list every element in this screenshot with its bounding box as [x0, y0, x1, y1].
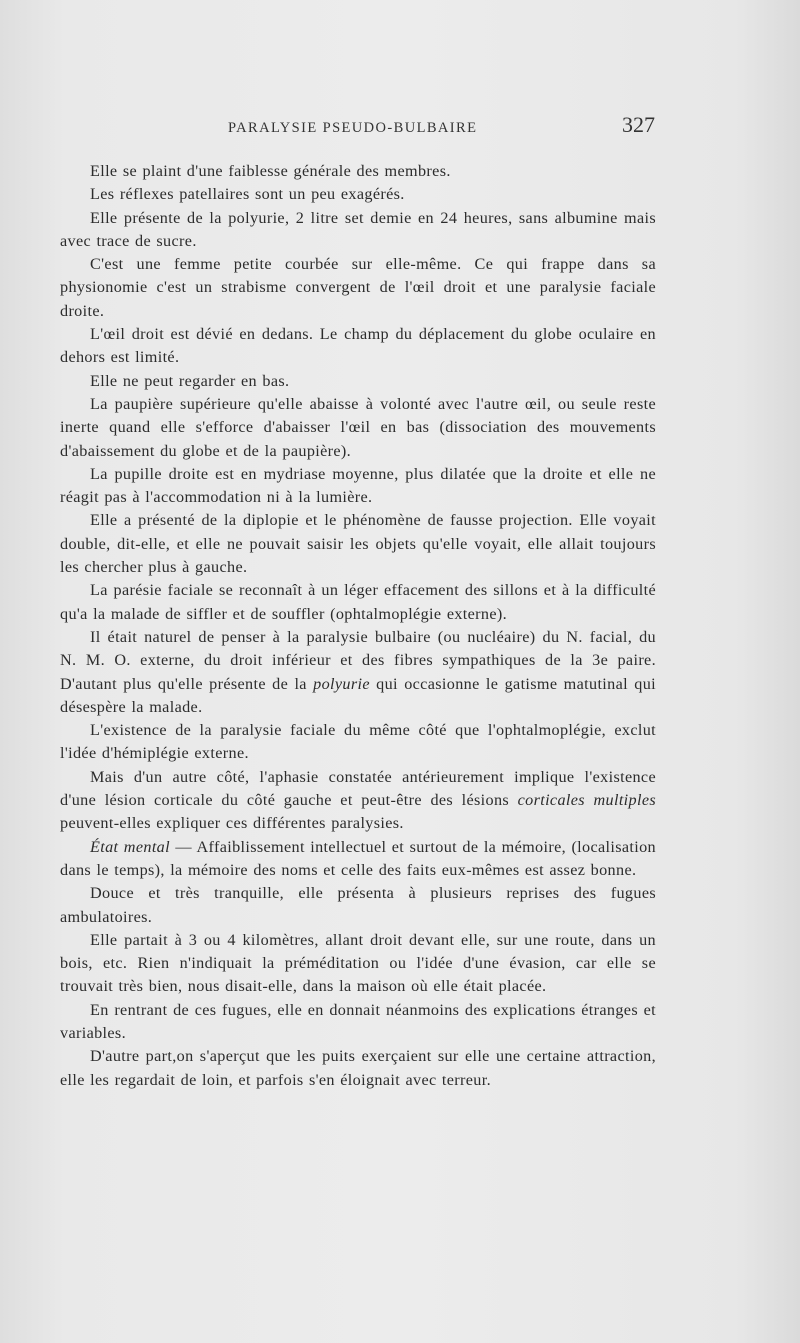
paragraph: Elle partait à 3 ou 4 kilomètres, allant droit devant elle, sur une route, dans un bois, etc. Rien n'indiquait la préméditation ou l'idée d'une évasion, car elle se trouvait très bien, nous disait-elle, dans la maison où elle était placée. [60, 930, 656, 996]
paragraph: Elle ne peut regarder en bas. [90, 371, 290, 390]
paragraph-text: — Affaiblissement intellectuel et surtout de la mémoire, (localisation dans le temps), la mémoire des noms et celle des faits eux-mêmes est assez bonne. [60, 837, 657, 879]
paragraph-text: qui occasionne le gatisme matutinal qui désespère la malade. [60, 674, 656, 716]
paragraph: La parésie faciale se reconnaît à un léger effacement des sillons et à la difficulté qu'a la malade de siffler et de souffler (ophtalmoplégie externe). [60, 581, 656, 623]
page-header [0, 112, 800, 142]
italic-term: corticales multiples [517, 791, 656, 810]
paragraph [60, 626, 656, 719]
paragraph: Elle présente de la polyurie, 2 litre set demie en 24 heures, sans albumine mais avec trace de sucre. [60, 208, 656, 250]
page-number: 327 [622, 112, 655, 137]
section-heading-italic: État mental [90, 837, 170, 856]
paragraph-text: Mais d'un autre côté, l'aphasie constatée antérieurement implique l'existence d'une lésion corticale du côté gauche et peut-être des lésions [60, 767, 656, 810]
paragraph: Elle se plaint d'une faiblesse générale des membres. [90, 162, 451, 180]
italic-term: polyurie [313, 674, 370, 693]
body-text [60, 160, 656, 1092]
paragraph: L'existence de la paralysie faciale du même côté que l'ophtalmoplégie, exclut l'idée d'hémiplégie externe. [60, 721, 656, 763]
paragraph: Douce et très tranquille, elle présenta à plusieurs reprises des fugues ambulatoires. [60, 884, 656, 926]
paragraph: D'autre part,on s'aperçut que les puits exerçaient sur elle une certaine attraction, elle les regardait de loin, et parfois s'en éloignait avec terreur. [60, 1047, 656, 1089]
paragraph: C'est une femme petite courbée sur elle-même. Ce qui frappe dans sa physionomie c'est un strabisme convergent de l'œil droit et une paralysie faciale droite. [60, 255, 656, 320]
paragraph [60, 766, 656, 836]
running-title: PARALYSIE PSEUDO-BULBAIRE [228, 120, 478, 136]
paragraph-text: Il était naturel de penser à la paralysie bulbaire (ou nucléaire) du N. facial, du N. M. O. externe, du droit inférieur et des fibres sympathiques de la 3e paire. D'autant plus qu'elle présente de la [60, 627, 656, 693]
paragraph: La paupière supérieure qu'elle abaisse à volonté avec l'autre œil, ou seule reste inerte quand elle s'efforce d'abaisser l'œil en bas (dissociation des mouvements d'abaissement du globe et de la paupière). [60, 394, 656, 460]
paragraph: Elle a présenté de la diplopie et le phénomène de fausse projection. Elle voyait double, dit-elle, et elle ne pouvait saisir les objets qu'elle voyait, elle allait toujours les chercher plus à gauche. [60, 511, 656, 577]
paragraph: L'œil droit est dévié en dedans. Le champ du déplacement du globe oculaire en dehors est limité. [60, 325, 656, 367]
paragraph [60, 836, 656, 883]
paragraph: La pupille droite est en mydriase moyenne, plus dilatée que la droite et elle ne réagit pas à l'accommodation ni à la lumière. [60, 464, 656, 507]
paragraph: Les réflexes patellaires sont un peu exagérés. [90, 185, 405, 204]
paragraph: En rentrant de ces fugues, elle en donnait néanmoins des explications étranges et variables. [60, 1000, 656, 1042]
paragraph-text: peuvent-elles expliquer ces différentes paralysies. [60, 814, 404, 833]
